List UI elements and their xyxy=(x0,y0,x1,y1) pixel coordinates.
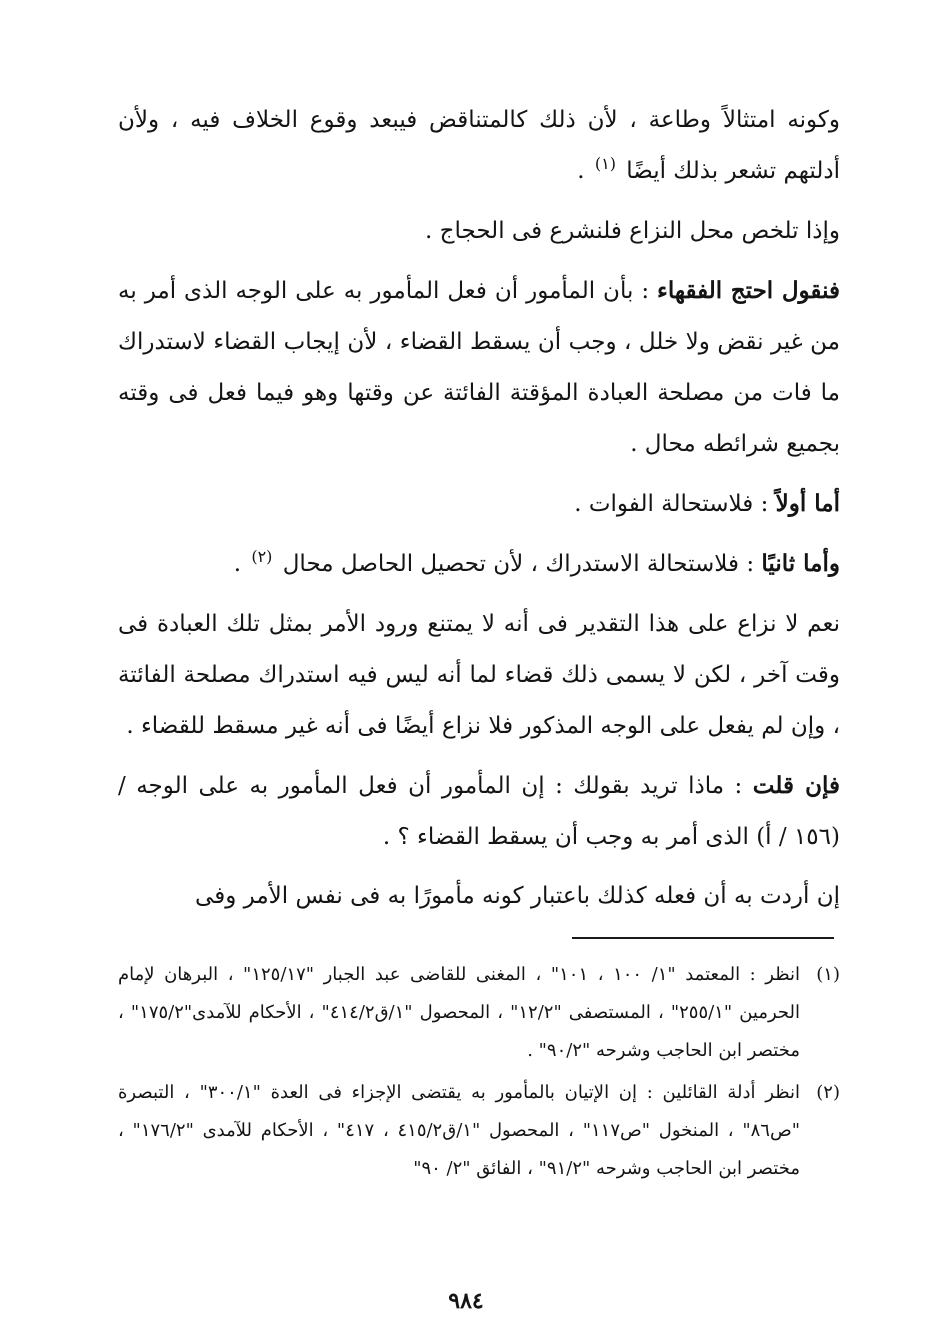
footnote-divider xyxy=(572,937,834,939)
paragraph-7 xyxy=(118,760,840,863)
paragraph-6-text: نعم لا نزاع على هذا التقدير فى أنه لا يمتنع ورود الأمر بمثل تلك العبادة فى وقت آخر ، لكن لا يسمى ذلك قضاء لما أنه ليس فيه استدراك مصلحة الفائتة ، وإن لم يفعل على الوجه المذكور فلا نزاع أيضًا فى أنه غير مسقط للقضاء . xyxy=(118,611,840,739)
paragraph-4 xyxy=(118,478,840,530)
paragraph-3-text: : بأن المأمور أن فعل المأمور به على الوجه الذى أمر به من غير نقض ولا خلل ، وجب أن يسقط القضاء ، لأن إيجاب القضاء لاستدراك ما فات من مصلحة العبادة المؤقتة الفائتة عن وقتها وهو فيما فعل فى وقته بجميع شرائطه محال . xyxy=(118,278,840,457)
paragraph-5-text: : فلاستحالة الاستدراك ، لأن تحصيل الحاصل محال xyxy=(282,551,755,577)
paragraph-6 xyxy=(118,599,840,752)
paragraph-1-text: وكونه امتثالاً وطاعة ، لأن ذلك كالمتناقض فيبعد وقوع الخلاف فيه ، ولأن أدلتهم تشعر بذلك أيضًا xyxy=(118,107,840,184)
footnote-1 xyxy=(118,956,840,1070)
paragraph-7-lead: فإن قلت xyxy=(752,772,840,799)
paragraph-1 xyxy=(118,95,840,198)
paragraph-7-text: : ماذا تريد بقولك : إن المأمور أن فعل المأمور به على الوجه / (١٥٦ / أ) الذى أمر به وجب أن يسقط القضاء ؟ . xyxy=(118,773,840,850)
page-number: ٩٨٤ xyxy=(448,1288,484,1314)
main-text xyxy=(118,95,840,922)
footnote-ref-1[interactable]: (١) xyxy=(594,154,616,173)
paragraph-4-text: : فلاستحالة الفوات . xyxy=(574,491,769,517)
paragraph-8-text: إن أردت به أن فعله كذلك باعتبار كونه مأمورًا به فى نفس الأمر وفى xyxy=(195,883,840,909)
paragraph-2 xyxy=(118,206,840,257)
footnote-ref-2[interactable]: (٢) xyxy=(251,547,273,566)
footnote-1-number: (١) xyxy=(816,964,840,985)
footnotes xyxy=(118,956,840,1192)
paragraph-5-lead: وأما ثانيًا xyxy=(761,550,840,577)
footnote-2-text: انظر أدلة القائلين : إن الإتيان بالمأمور به يقتضى الإجزاء فى العدة "٣٠٠/١" ، التبصرة "ص٨٦" ، المنخول "ص١١٧" ، المحصول "١/ق٤١٥/٢ ، ٤١٧" ، الأحكام للآمدى "١٧٦/٢" ، مختصر ابن الحاجب وشرحه "٩١/٢" ، الفائق "٢/ ٩٠" xyxy=(118,1082,801,1179)
footnote-2 xyxy=(118,1074,840,1188)
paragraph-1-end: . xyxy=(577,158,585,184)
paragraph-4-lead: أما أولاً xyxy=(775,490,840,517)
paragraph-8 xyxy=(118,871,840,922)
paragraph-5 xyxy=(118,538,840,591)
paragraph-5-end: . xyxy=(233,551,241,577)
paragraph-2-text: وإذا تلخص محل النزاع فلنشرع فى الحجاج . xyxy=(425,218,840,244)
footnote-1-text: انظر : المعتمد "١/ ١٠٠ ، ١٠١" ، المغنى للقاضى عبد الجبار "١٢٥/١٧" ، البرهان لإمام الحرمين "٢٥٥/١" ، المستصفى "١٢/٢" ، المحصول "١/ق٤١٤/٢" ، الأحكام للآمدى"١٧٥/٢" ، مختصر ابن الحاجب وشرحه "٩٠/٢" . xyxy=(118,964,801,1061)
footnote-2-number: (٢) xyxy=(816,1082,840,1103)
paragraph-3 xyxy=(118,265,840,470)
paragraph-3-lead: فنقول احتج الفقهاء xyxy=(657,277,841,304)
